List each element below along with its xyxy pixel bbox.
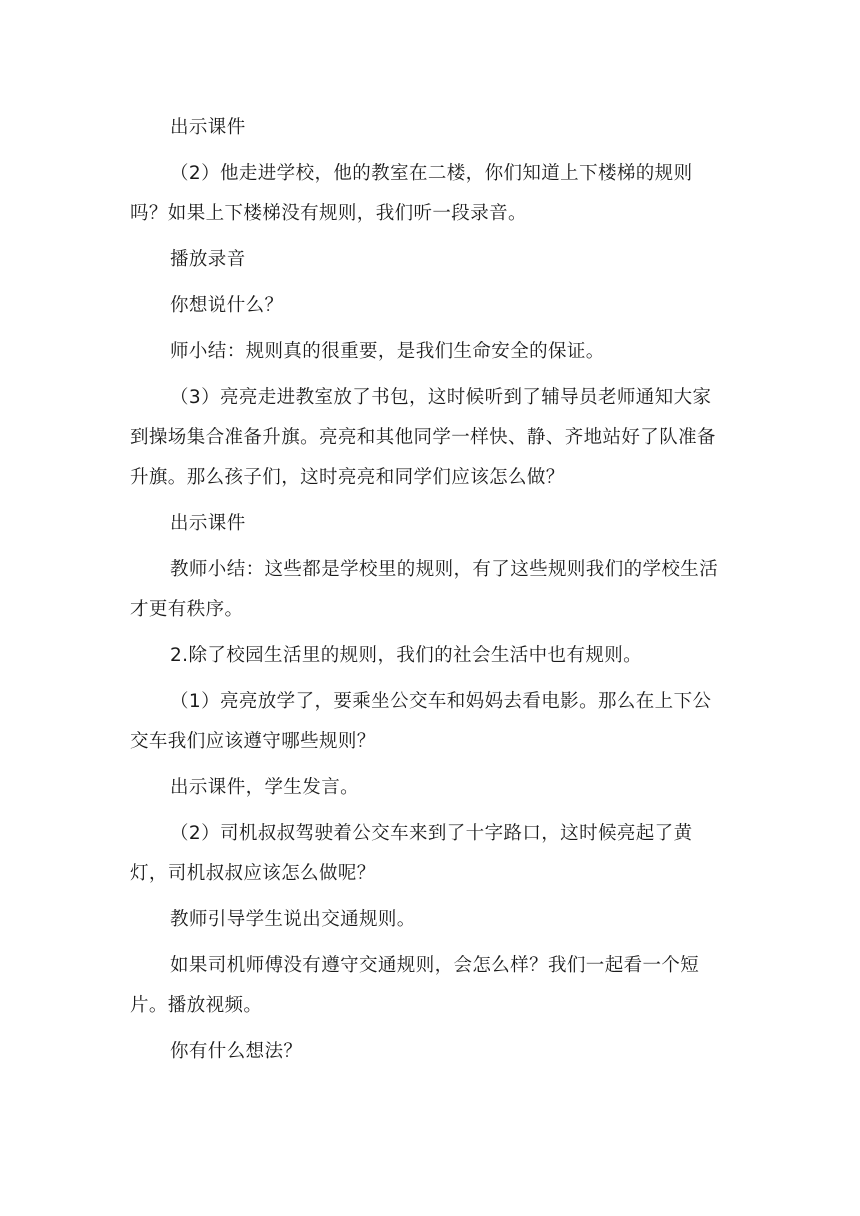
paragraph: 播放录音 [170,249,246,270]
paragraph: 出示课件，学生发言。 [170,777,360,798]
paragraph: （2）司机叔叔驾驶着公交车来到了十字路口，这时候亮起了黄灯，司机叔叔应该怎么做呢？ [130,823,693,884]
document-body [130,108,730,1072]
paragraph: 2.除了校园生活里的规则，我们的社会生活中也有规则。 [170,645,643,666]
paragraph: （2）他走进学校，他的教室在二楼，你们知道上下楼梯的规则吗？如果上下楼梯没有规则，我们听一段录音。 [130,163,693,224]
paragraph: （3）亮亮走进教室放了书包，这时候听到了辅导员老师通知大家到操场集合准备升旗。亮亮和其他同学一样快、静、齐地站好了队准备升旗。那么孩子们，这时亮亮和同学们应该怎么做？ [130,387,716,488]
paragraph: 如果司机师傅没有遵守交通规则，会怎么样？我们一起看一个短片。播放视频。 [130,955,700,1016]
paragraph: 教师引导学生说出交通规则。 [170,909,416,930]
paragraph: 教师小结：这些都是学校里的规则，有了这些规则我们的学校生活才更有秩序。 [130,559,719,620]
paragraph: 出示课件 [170,513,246,534]
paragraph: 你想说什么？ [170,295,284,316]
paragraph: 你有什么想法？ [170,1041,303,1062]
paragraph: （1）亮亮放学了，要乘坐公交车和妈妈去看电影。那么在上下公交车我们应该遵守哪些规则？ [130,691,712,752]
paragraph: 师小结：规则真的很重要，是我们生命安全的保证。 [170,341,605,362]
paragraph: 出示课件 [170,117,246,138]
